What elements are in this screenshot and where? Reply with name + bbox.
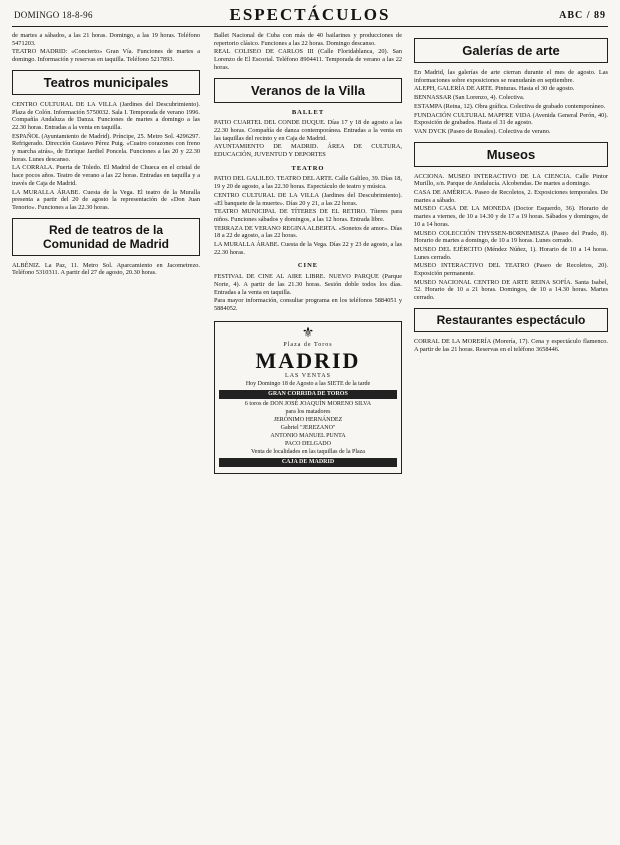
ad-sponsor: CAJA DE MADRID [219,458,397,467]
listing-paragraph: VAN DYCK (Paseo de Rosales). Colectiva de verano. [414,127,551,135]
page-date: DOMINGO 18-8-96 [14,10,93,20]
column-2 [214,32,402,840]
listing-paragraph: CENTRO CULTURAL DE LA VILLA (Jardines del Descubrimiento). «El banquete de la muerte». Días 20 y 21, a las 22 horas. [214,191,402,207]
listing-paragraph: PATIO CUARTEL DEL CONDE DUQUE. Días 17 y 18 de agosto a las 22.30 horas. Compañía de danza contemporánea. Entradas a la venta en las taquillas del recinto y en Caja de Madrid. [214,119,402,142]
section-box-restaurantes: Restaurantes espectáculo [414,308,608,332]
listing-paragraph: de martes a sábados, a las 21 horas. Domingo, a las 19 horas. Teléfono 5471203. [12,32,200,47]
listing-paragraph: PATIO DEL GALILEO. TEATRO DEL ARTE. Calle Galileo, 39. Días 18, 19 y 20 de agosto, a las 22.30 horas. Espectáculo de teatro y música. [214,175,402,191]
page-number: ABC / 89 [559,10,606,21]
listing-paragraph: MUSEO COLECCIÓN THYSSEN-BORNEMISZA (Paseo del Prado, 8). Horario de martes a domingo, de 10 a 19 horas. Lunes cerrado. [414,229,608,245]
subhead-cine: CINE [297,262,319,270]
section-title: ESPECTÁCULOS [229,5,391,24]
ad-matador: PACO DELGADO [285,440,331,447]
section-box-veranos: Veranos de la Villa [214,78,402,103]
ad-matador: ANTONIO MANUEL PUNTA [270,432,346,439]
listing-paragraph: REAL COLISEO DE CARLOS III (Calle Floridablanca, 20). San Lorenzo de El Escorial. Teléfono 8904411. Temporada de verano a las 22 horas. [214,48,402,71]
listing-paragraph: LA MURALLA ÁRABE. Cuesta de la Vega. El teatro de la Muralla presenta a partir del 20 de agosto la representación de «Don Juan Tenorio». Funciones a las 22.30 horas. [12,188,200,211]
listing-paragraph: TERRAZA DE VERANO REGINA ALBERTA. «Sonetos de amor». Días 18 a 22 de agosto, a las 22 horas. [214,224,402,240]
ad-matador: Gabriel "JEREZANO" [280,424,336,431]
page-header [12,4,608,27]
listing-paragraph: BENNASSAR (San Lorenzo, 4). Colectiva. [414,94,525,102]
ad-matador: JERÓNIMO HERNÁNDEZ [273,416,343,423]
column-3 [414,32,608,840]
bullfight-ad [214,321,402,474]
section-box-galerias: Galerías de arte [414,38,608,63]
listing-paragraph: ESPAÑOL (Ayuntamiento de Madrid). Príncipe, 25. Metro Sol. 4296297. Refrigerado. Dirección Gustavo Pérez Puig. «Cuatro corazones con freno y marcha atrás», de Enrique Jardiel Poncela. Funciones a las 20 y 22.30 horas. Lunes descanso. [12,132,200,163]
ad-bulls: 6 toros de DON JOSÉ JOAQUÍN MORENO SILVA [244,400,372,407]
listing-paragraph: MUSEO DEL EJÉRCITO (Méndez Núñez, 1). Horario de 10 a 14 horas. Lunes cerrado. [414,245,608,261]
listing-paragraph: CASA DE AMÉRICA. Paseo de Recoletos, 2. Exposiciones temporales. De martes a sábado. [414,189,608,204]
section-box-museos: Museos [414,142,608,167]
subhead-ballet: BALLET [291,108,325,116]
listing-paragraph: ACCIONA. MUSEO INTERACTIVO DE LA CIENCIA. Calle Pintor Murillo, s/n. Parque de Andalucía. Alcobendas. De martes a domingo. [414,172,608,188]
column-1 [12,32,200,840]
listing-paragraph: MUSEO CASA DE LA MONEDA (Doctor Esquerdo, 36). Horario de martes a viernes, de 10 a 14.30 y de 17 a 19 horas. Sábados y domingos, de 10 a 14 horas. [414,205,608,228]
ad-event: GRAN CORRIDA DE TOROS [219,390,397,399]
section-box-red-teatros: Red de teatros de la Comunidad de Madrid [12,218,200,256]
listing-paragraph: TEATRO MADRID: «Concierto» Gran Vía. Funciones de martes a domingo. Información y reservas en taquilla. Teléfono 5217893. [12,48,200,64]
ad-ventas-label: LAS VENTAS [285,372,331,379]
ad-madrid-title: MADRID [255,347,361,373]
listing-paragraph: LA MURALLA ÁRABE. Cuesta de la Vega. Días 22 y 23 de agosto, a las 22.30 horas. [214,241,402,256]
listing-paragraph: CORRAL DE LA MORERÍA (Morería, 17). Cena y espectáculo flamenco. A partir de las 21 horas. Reservas en el teléfono 3658446. [414,337,608,353]
listing-paragraph: LA CORRALA. Puerta de Toledo. El Madrid de Chueca en el cristal de hace pocos años. Teatro de verano a las 22 horas. Entradas en taquilla y a través de Caja de Madrid. [12,164,200,187]
listing-paragraph: CENTRO CULTURAL DE LA VILLA (Jardines del Descubrimiento). Plaza de Colón. Información 5750032. Sala I. Temporada de verano 1996. Compañía Andaluza de Danza. Funciones de martes a domingo a las 22.30 horas. Entradas a la venta en taquilla. [12,100,200,131]
ad-matadores-label: para los matadores [285,408,331,415]
listing-paragraph: ALBÉNIZ. La Paz, 11. Metro Sol. Aparcamiento en Jacometrezo. Teléfono 5310311. A partir del 27 de agosto, 20.30 horas. [12,261,200,277]
listing-paragraph: FESTIVAL DE CINE AL AIRE LIBRE. NUEVO PARQUE (Parque Norte, 4). A partir de las 21.30 horas. Sesión doble todos los días. Entradas a la venta en taquilla. [214,273,402,296]
listing-paragraph: TEATRO MUNICIPAL DE TÍTERES DE EL RETIRO. Títeres para niños. Funciones sábados y domingos, a las 12 horas. Entrada libre. [214,208,402,223]
section-box-teatros: Teatros municipales [12,70,200,95]
listing-paragraph: AYUNTAMIENTO DE MADRID. ÁREA DE CULTURA, EDUCACIÓN, JUVENTUD Y DEPORTES [214,143,402,159]
listing-paragraph: MUSEO NACIONAL CENTRO DE ARTE REINA SOFÍA. Santa Isabel, 52. Horario de 10 a 21 horas. Domingos, de 10 a 14.30 horas. Martes cerrado. [414,278,608,302]
crest-icon: ⚜ [301,325,315,341]
listing-paragraph: ALEPH, GALERÍA DE ARTE. Pinturas. Hasta el 30 de agosto. [414,85,575,93]
listing-paragraph: Para mayor información, consultar programa en los teléfonos 5884051 y 5884052. [214,297,402,312]
ad-plaza-label: Plaza de Toros [283,341,333,348]
listing-paragraph: MUSEO INTERACTIVO DEL TEATRO (Paseo de Recoletos, 20). Exposición permanente. [414,262,608,278]
listing-paragraph: En Madrid, las galerías de arte cierran durante el mes de agosto. Las informaciones sobre exposiciones se reanudarán en septiembre. [414,69,608,84]
listing-paragraph: FUNDACIÓN CULTURAL MAPFRE VIDA (Avenida General Perón, 40). Exposición de grabados. Hasta el 31 de agosto. [414,111,608,127]
ad-date-line: Hoy Domingo 18 de Agosto a las SIETE de la tarde [245,380,371,387]
listing-paragraph: Ballet Nacional de Cuba con más de 40 bailarines y producciones de repertorio clásico. Funciones a las 22 horas. Domingo descanso. [214,32,402,47]
listing-paragraph: ESTAMPA (Reina, 12). Obra gráfica. Colectiva de grabado contemporáneo. [414,102,606,110]
subhead-teatro: TEATRO [291,164,325,172]
ad-venta-info: Venta de localidades en las taquillas de la Plaza [251,448,365,455]
